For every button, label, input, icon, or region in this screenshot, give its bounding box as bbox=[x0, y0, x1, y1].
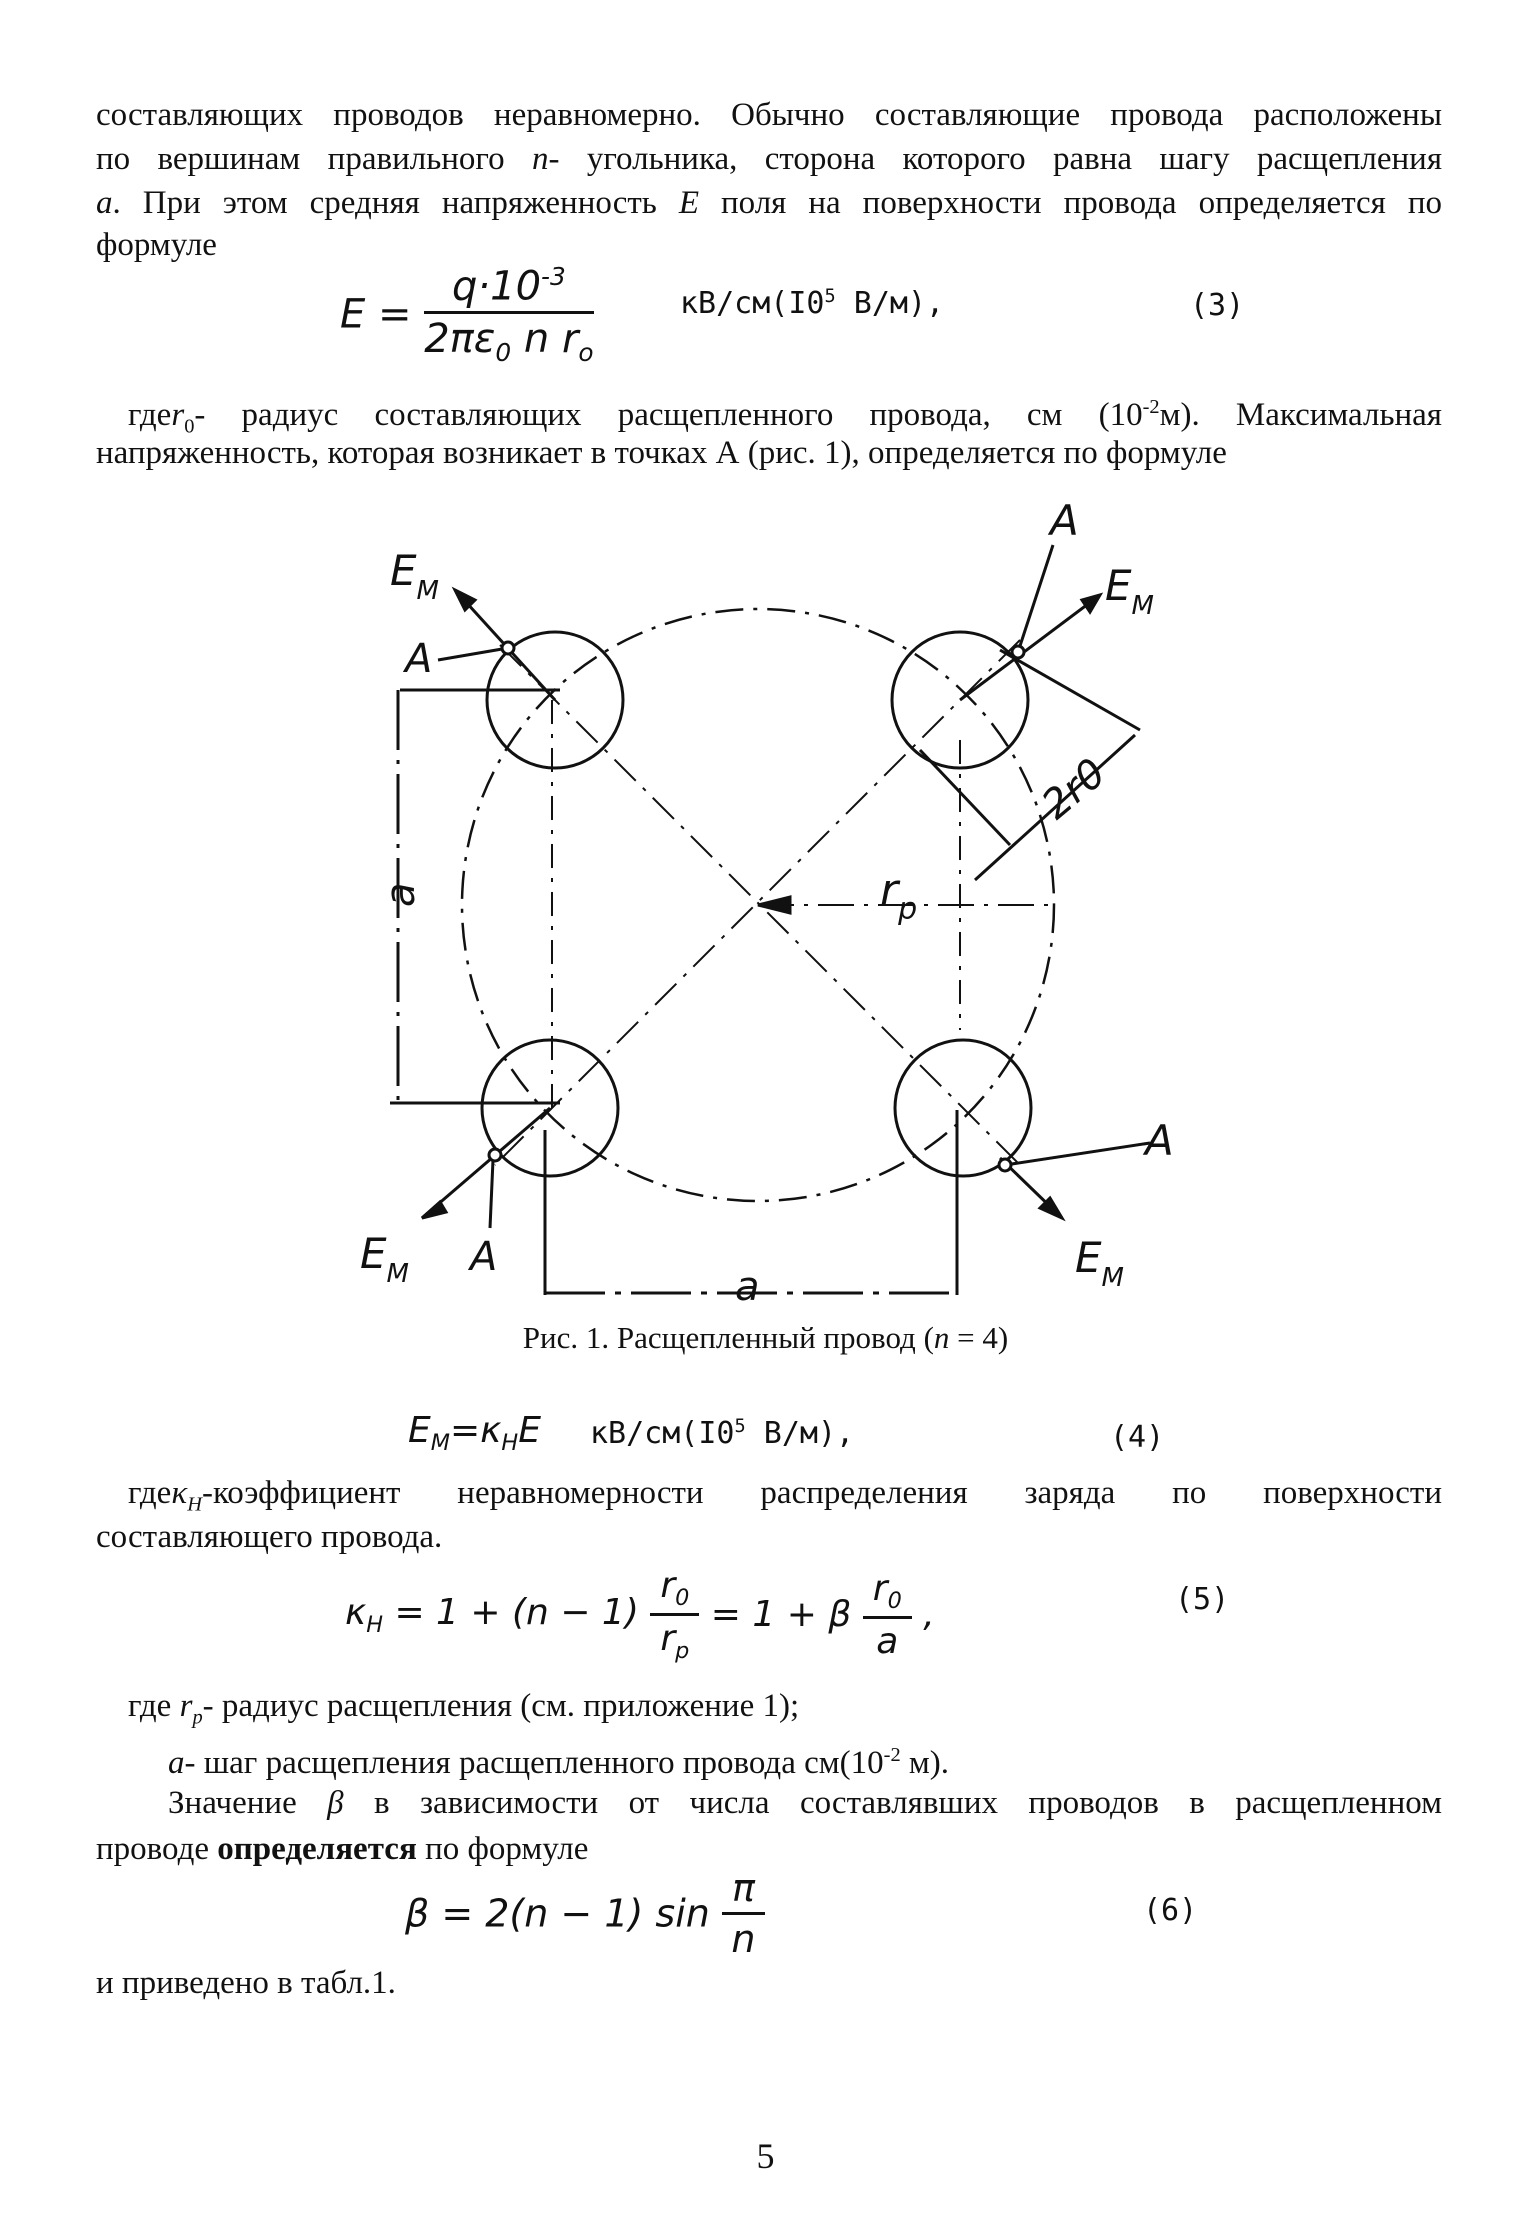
rp-arrow bbox=[758, 897, 790, 913]
eq5-f1-num bbox=[650, 1565, 699, 1616]
em-arrowhead-bottom-left bbox=[422, 1202, 446, 1218]
eq5-f2-num bbox=[863, 1568, 912, 1619]
eq5-f2-den: a bbox=[876, 1620, 899, 1662]
t: r bbox=[660, 1565, 676, 1606]
paragraph-3-line-2 bbox=[96, 1514, 1442, 1560]
label-em-top-left bbox=[390, 546, 439, 606]
label-em-bottom-left bbox=[360, 1229, 409, 1289]
text: кВ/см(I0 bbox=[680, 286, 825, 321]
em: E bbox=[1075, 1233, 1102, 1282]
text: Рис. 1. Расщепленный провод ( bbox=[522, 1320, 934, 1355]
eq4-units bbox=[590, 1416, 854, 1451]
eq3-den-sub2: o bbox=[578, 338, 594, 368]
equation-4 bbox=[408, 1410, 541, 1456]
text: - угольника, сторона которого равна шагу расщепления bbox=[548, 141, 1442, 177]
point-a-bottom-right bbox=[999, 1159, 1011, 1171]
label-a-top-left: A bbox=[405, 636, 433, 682]
eq5-lhs: κ bbox=[345, 1591, 367, 1633]
rp-sub: p bbox=[898, 892, 918, 927]
eq4-number: (4) bbox=[1110, 1420, 1165, 1455]
a-leader-bottom-right bbox=[1005, 1143, 1150, 1165]
em-sub: M bbox=[416, 576, 439, 606]
label-rp bbox=[880, 865, 917, 927]
text: где bbox=[128, 397, 172, 433]
em-sub: M bbox=[1101, 1263, 1124, 1293]
variable-n: n bbox=[933, 1320, 950, 1355]
em-sub: M bbox=[386, 1259, 409, 1289]
dim-2r0-line-1 bbox=[1000, 650, 1140, 730]
text: формуле bbox=[96, 227, 217, 263]
em: E bbox=[360, 1229, 387, 1278]
text: по формуле bbox=[416, 1831, 589, 1867]
eq3-lhs: E = bbox=[340, 291, 412, 338]
text: проводе bbox=[96, 1831, 218, 1867]
eq5-fraction-2 bbox=[863, 1568, 912, 1662]
s: p bbox=[675, 1638, 690, 1665]
text: кВ/см(I0 bbox=[590, 1416, 735, 1451]
text: и приведено в табл.1. bbox=[96, 1965, 396, 2001]
label-a-vertical: a bbox=[378, 882, 424, 907]
text: напряженность, которая возникает в точках А (рис. 1), определяется по формуле bbox=[96, 435, 1227, 471]
figure-caption bbox=[0, 1320, 1531, 1356]
label-a-bottom-right: A bbox=[1145, 1116, 1174, 1165]
variable-a: a bbox=[96, 185, 113, 221]
em: E bbox=[1105, 561, 1132, 610]
sub: p bbox=[192, 1706, 203, 1729]
eq3-num-exp: -3 bbox=[541, 262, 566, 291]
eq6-fraction bbox=[722, 1866, 765, 1961]
text: Значение bbox=[168, 1785, 328, 1821]
eq5-fraction-1 bbox=[650, 1565, 699, 1664]
eq5-part2: = 1 + β bbox=[710, 1594, 863, 1636]
paragraph-4-line-1 bbox=[168, 1780, 1442, 1826]
eq3-num-text: q·10 bbox=[452, 263, 542, 310]
a-leader-bottom-left bbox=[490, 1160, 493, 1228]
em: E bbox=[390, 546, 417, 595]
t: r bbox=[872, 1567, 888, 1609]
s: 0 bbox=[675, 1585, 690, 1612]
label-a-top-right: A bbox=[1050, 496, 1079, 545]
em-sub: M bbox=[1131, 591, 1154, 621]
eq3-den-text: 2πε bbox=[424, 316, 496, 363]
point-a-top-right bbox=[1012, 646, 1024, 658]
eq4-lhs: E bbox=[408, 1410, 431, 1451]
text: В/м), bbox=[745, 1416, 855, 1451]
equation-6 bbox=[405, 1866, 765, 1961]
bold-text: определяется bbox=[217, 1831, 417, 1867]
text: - радиус составляющих расщепленного провода, см (10 bbox=[194, 397, 1143, 433]
sub: H bbox=[187, 1493, 202, 1516]
rp-r: r bbox=[880, 865, 899, 916]
exp: 5 bbox=[734, 1416, 746, 1437]
eq4-rhs: E bbox=[518, 1410, 541, 1451]
eq6-num: π bbox=[722, 1866, 765, 1915]
text: в зависимости от числа составлявших проводов в расщепленном bbox=[343, 1785, 1442, 1821]
text: м). Максимальная bbox=[1159, 397, 1442, 433]
text: где bbox=[128, 1688, 180, 1724]
variable-beta: β bbox=[327, 1785, 344, 1821]
closing-line bbox=[96, 1960, 1442, 2006]
eq4-k-sub: H bbox=[501, 1430, 519, 1457]
text: составляющего провода. bbox=[96, 1519, 443, 1555]
t: r bbox=[660, 1618, 676, 1660]
eq6-lhs: β = 2(n − 1) sin bbox=[405, 1891, 722, 1936]
text: м). bbox=[900, 1745, 950, 1781]
exp: 5 bbox=[824, 286, 836, 307]
eq3-den-rest: n r bbox=[511, 316, 579, 363]
eq6-number: (6) bbox=[1143, 1893, 1198, 1928]
text: В/м), bbox=[835, 286, 945, 321]
label-em-top-right bbox=[1105, 561, 1154, 621]
eq5-part1: = 1 + (n − 1) bbox=[383, 1591, 651, 1633]
a-leader-top-left bbox=[438, 648, 508, 660]
eq4-lhs-sub: M bbox=[430, 1430, 451, 1457]
exp: -2 bbox=[1142, 396, 1160, 418]
text: по вершинам правильного bbox=[96, 141, 532, 177]
eq5-lhs-sub: H bbox=[366, 1611, 383, 1638]
text: поля на поверхности провода определяется по bbox=[698, 185, 1443, 221]
variable-r: r bbox=[171, 397, 185, 433]
eq3-den-sub: 0 bbox=[495, 338, 512, 368]
dim-2r0-line-2 bbox=[920, 750, 1010, 845]
variable-r: r bbox=[179, 1688, 193, 1724]
text: - шаг расщепления расщепленного провода см(10 bbox=[184, 1745, 884, 1781]
text: - радиус расщепления (см. приложение 1); bbox=[202, 1688, 800, 1724]
label-em-bottom-right bbox=[1075, 1233, 1124, 1293]
sub: 0 bbox=[184, 415, 195, 438]
label-2r0: 2r0 bbox=[1033, 749, 1115, 829]
eq5-tail: , bbox=[923, 1594, 935, 1636]
eq5-f1-den bbox=[650, 1616, 699, 1664]
page-number: 5 bbox=[756, 2136, 775, 2176]
label-a-bottom-left: A bbox=[470, 1234, 498, 1280]
text: составляющих проводов неравномерно. Обычно составляющие провода расположены bbox=[96, 97, 1442, 133]
eq3-number: (3) bbox=[1190, 288, 1245, 323]
eq4-eq: =κ bbox=[450, 1410, 502, 1451]
eq5-number: (5) bbox=[1175, 1582, 1230, 1617]
eq6-den: n bbox=[731, 1917, 756, 1961]
text: . При этом средняя напряженность bbox=[112, 185, 679, 221]
equation-5 bbox=[345, 1565, 935, 1664]
text: = 4) bbox=[949, 1320, 1009, 1355]
exp: -2 bbox=[883, 1744, 901, 1766]
text: где bbox=[128, 1475, 172, 1511]
variable-a: a bbox=[168, 1745, 185, 1781]
text: -коэффициент неравномерности распределения заряда по поверхности bbox=[201, 1475, 1442, 1511]
definition-a bbox=[168, 1732, 1514, 1786]
point-a-bottom-left bbox=[489, 1149, 501, 1161]
variable-e: E bbox=[678, 185, 699, 221]
paragraph-4-line-2 bbox=[96, 1826, 1442, 1872]
variable-k: κ bbox=[171, 1475, 188, 1511]
point-a-top-left bbox=[502, 642, 514, 654]
variable-n: n bbox=[531, 141, 549, 177]
s: 0 bbox=[887, 1587, 902, 1614]
label-a-horizontal: a bbox=[735, 1264, 760, 1310]
em-arrowhead-top-right bbox=[1082, 595, 1100, 612]
